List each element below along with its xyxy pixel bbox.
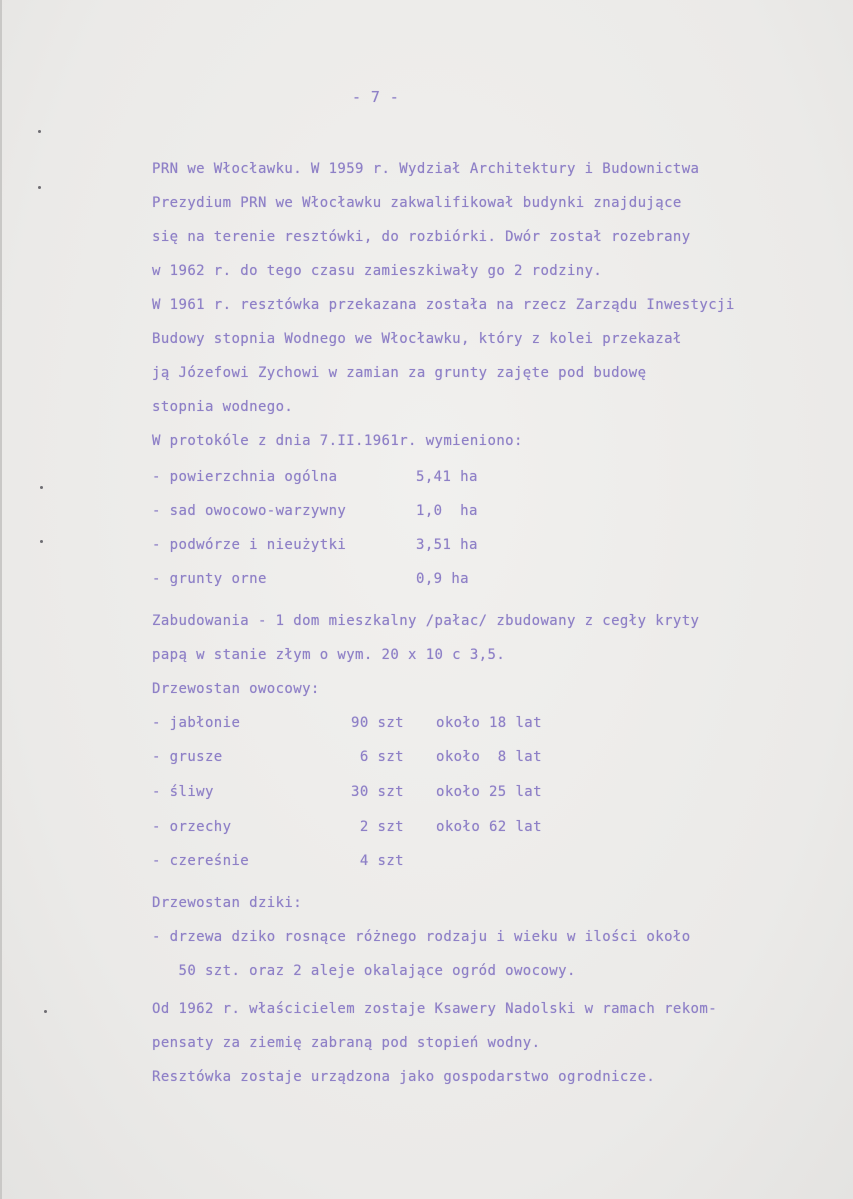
closing-line: pensaty za ziemię zabraną pod stopień wodny.	[152, 1035, 541, 1051]
orchard-item-label: - śliwy	[152, 784, 214, 800]
orchard-item-count: 30 szt	[351, 784, 404, 800]
land-item-value: 0,9 ha	[416, 571, 469, 587]
paragraph2-line: stopnia wodnego.	[152, 399, 294, 415]
land-item-value: 1,0 ha	[416, 503, 478, 519]
scan-speck	[38, 130, 41, 133]
paragraph1-line: Prezydium PRN we Włocławku zakwalifikował budynki znajdujące	[152, 195, 682, 211]
orchard-item-age: około 18 lat	[436, 715, 542, 731]
wild-item-line: 50 szt. oraz 2 aleje okalające ogród owocowy.	[152, 963, 576, 979]
wild-item-line: - drzewa dziko rosnące różnego rodzaju i wieku w ilości około	[152, 929, 691, 945]
scan-speck	[40, 540, 43, 543]
orchard-item-age: około 62 lat	[436, 819, 542, 835]
scan-speck	[38, 186, 41, 189]
wild-title: Drzewostan dziki:	[152, 895, 303, 911]
scan-speck	[40, 486, 43, 489]
orchard-item-label: - grusze	[152, 749, 223, 765]
orchard-item-count: 6 szt	[359, 749, 404, 765]
paragraph2-line: W 1961 r. resztówka przekazana została na rzecz Zarządu Inwestycji	[152, 297, 735, 313]
land-item-label: - sad owocowo-warzywny	[152, 503, 347, 519]
orchard-item-count: 4 szt	[359, 853, 404, 869]
paragraph1-line: w 1962 r. do tego czasu zamieszkiwały go 2 rodziny.	[152, 263, 603, 279]
paragraph1-line: się na terenie resztówki, do rozbiórki. Dwór został rozebrany	[152, 229, 691, 245]
orchard-item-age: około 8 lat	[436, 749, 542, 765]
land-item-label: - podwórze i nieużytki	[152, 537, 347, 553]
orchard-item-age: około 25 lat	[436, 784, 542, 800]
land-item-value: 5,41 ha	[416, 469, 478, 485]
paragraph1-line: PRN we Włocławku. W 1959 r. Wydział Architektury i Budownictwa	[152, 161, 700, 177]
land-item-label: - powierzchnia ogólna	[152, 469, 338, 485]
land-item-label: - grunty orne	[152, 571, 267, 587]
orchard-item-label: - orzechy	[152, 819, 232, 835]
closing-line: Resztówka zostaje urządzona jako gospodarstwo ogrodnicze.	[152, 1069, 656, 1085]
closing-line: Od 1962 r. właścicielem zostaje Ksawery Nadolski w ramach rekom-	[152, 1001, 718, 1017]
orchard-item-count: 2 szt	[359, 819, 404, 835]
scan-speck	[44, 1010, 47, 1013]
orchard-item-label: - czereśnie	[152, 853, 250, 869]
paragraph2-line: Budowy stopnia Wodnego we Włocławku, który z kolei przekazał	[152, 331, 682, 347]
paragraph2-line: ją Józefowi Zychowi w zamian za grunty zajęte pod budowę	[152, 365, 647, 381]
orchard-item-count: 90 szt	[351, 715, 404, 731]
orchard-title: Drzewostan owocowy:	[152, 681, 320, 697]
buildings-line: papą w stanie złym o wym. 20 x 10 c 3,5.	[152, 647, 506, 663]
buildings-line: Zabudowania - 1 dom mieszkalny /pałac/ zbudowany z cegły kryty	[152, 613, 700, 629]
protocol-intro: W protokóle z dnia 7.II.1961r. wymieniono:	[152, 433, 523, 449]
land-item-value: 3,51 ha	[416, 537, 478, 553]
page-number: - 7 -	[352, 88, 400, 106]
orchard-item-label: - jabłonie	[152, 715, 241, 731]
